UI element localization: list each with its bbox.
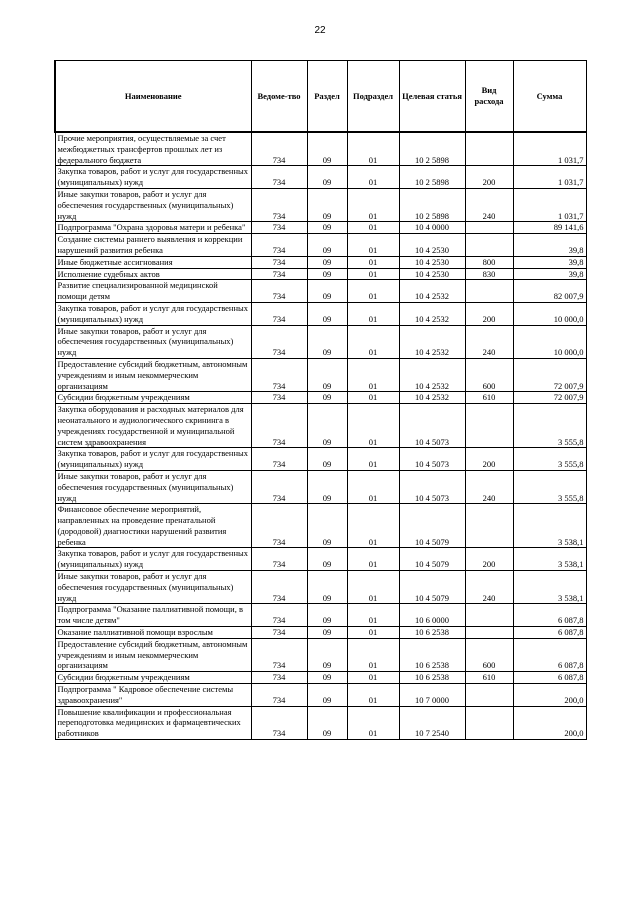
cell-section: 09 (307, 234, 347, 257)
budget-table (54, 60, 587, 740)
cell-target: 10 4 2530 (399, 234, 465, 257)
table-row (55, 358, 586, 391)
cell-dept: 734 (251, 302, 307, 325)
cell-sum: 10 000,0 (513, 325, 586, 358)
cell-section: 09 (307, 638, 347, 671)
table-row (55, 166, 586, 189)
cell-target: 10 6 2538 (399, 638, 465, 671)
cell-sum: 6 087,8 (513, 672, 586, 684)
table-row (55, 268, 586, 280)
cell-section: 09 (307, 448, 347, 471)
cell-expense (465, 504, 513, 548)
cell-dept: 734 (251, 706, 307, 739)
cell-name: Развитие специализированной медицинской помощи детям (55, 280, 251, 303)
cell-dept: 734 (251, 392, 307, 404)
table-row (55, 684, 586, 707)
cell-dept: 734 (251, 604, 307, 627)
cell-subsection: 01 (347, 268, 399, 280)
cell-expense: 800 (465, 256, 513, 268)
cell-sum: 3 555,8 (513, 470, 586, 503)
cell-dept: 734 (251, 268, 307, 280)
cell-dept: 734 (251, 672, 307, 684)
table-row (55, 706, 586, 739)
cell-expense: 200 (465, 448, 513, 471)
cell-subsection: 01 (347, 188, 399, 221)
cell-expense: 240 (465, 571, 513, 604)
cell-expense: 240 (465, 325, 513, 358)
cell-dept: 734 (251, 627, 307, 639)
cell-name: Субсидии бюджетным учреждениям (55, 672, 251, 684)
cell-dept: 734 (251, 325, 307, 358)
cell-target: 10 4 5079 (399, 548, 465, 571)
cell-target: 10 4 2530 (399, 256, 465, 268)
cell-name: Субсидии бюджетным учреждениям (55, 392, 251, 404)
table-row (55, 504, 586, 548)
cell-expense: 610 (465, 392, 513, 404)
cell-section: 09 (307, 392, 347, 404)
cell-name: Создание системы раннего выявления и коррекции нарушений развития ребенка (55, 234, 251, 257)
cell-sum: 3 538,1 (513, 548, 586, 571)
cell-sum: 6 087,8 (513, 627, 586, 639)
cell-target: 10 4 2530 (399, 268, 465, 280)
cell-subsection: 01 (347, 325, 399, 358)
cell-subsection: 01 (347, 672, 399, 684)
table-row (55, 548, 586, 571)
cell-sum: 1 031,7 (513, 188, 586, 221)
cell-section: 09 (307, 404, 347, 448)
cell-expense (465, 627, 513, 639)
cell-name: Закупка оборудования и расходных материалов для неонатального и аудиологического скрининга в учреждениях государственной и муниципальной систем здравоохранения (55, 404, 251, 448)
cell-subsection: 01 (347, 358, 399, 391)
cell-section: 09 (307, 706, 347, 739)
cell-dept: 734 (251, 234, 307, 257)
cell-sum: 1 031,7 (513, 166, 586, 189)
cell-expense (465, 404, 513, 448)
cell-expense: 600 (465, 638, 513, 671)
cell-target: 10 4 5073 (399, 448, 465, 471)
cell-dept: 734 (251, 188, 307, 221)
cell-section: 09 (307, 548, 347, 571)
cell-subsection: 01 (347, 627, 399, 639)
cell-target: 10 4 5073 (399, 470, 465, 503)
cell-name: Иные закупки товаров, работ и услуг для обеспечения государственных (муниципальных) нужд (55, 571, 251, 604)
header-section: Раздел (307, 61, 347, 133)
table-row (55, 571, 586, 604)
cell-dept: 734 (251, 548, 307, 571)
table-row (55, 672, 586, 684)
cell-section: 09 (307, 302, 347, 325)
cell-target: 10 7 2540 (399, 706, 465, 739)
cell-dept: 734 (251, 448, 307, 471)
cell-dept: 734 (251, 222, 307, 234)
cell-dept: 734 (251, 404, 307, 448)
cell-target: 10 2 5898 (399, 166, 465, 189)
cell-sum: 6 087,8 (513, 604, 586, 627)
cell-name: Оказание паллиативной помощи взрослым (55, 627, 251, 639)
cell-sum: 89 141,6 (513, 222, 586, 234)
header-expense: Вид расхода (465, 61, 513, 133)
table-row (55, 280, 586, 303)
cell-name: Подпрограмма "Охрана здоровья матери и ребенка" (55, 222, 251, 234)
cell-target: 10 4 2532 (399, 392, 465, 404)
table-row (55, 132, 586, 166)
cell-name: Предоставление субсидий бюджетным, автономным учреждениям и иным некоммерческим организациям (55, 638, 251, 671)
cell-dept: 734 (251, 280, 307, 303)
header-subsection: Подраздел (347, 61, 399, 133)
cell-sum: 200,0 (513, 684, 586, 707)
cell-sum: 3 538,1 (513, 571, 586, 604)
cell-subsection: 01 (347, 684, 399, 707)
cell-subsection: 01 (347, 132, 399, 166)
cell-expense (465, 132, 513, 166)
cell-target: 10 2 5898 (399, 188, 465, 221)
cell-name: Закупка товаров, работ и услуг для государственных (муниципальных) нужд (55, 166, 251, 189)
cell-subsection: 01 (347, 470, 399, 503)
cell-name: Закупка товаров, работ и услуг для государственных (муниципальных) нужд (55, 548, 251, 571)
cell-expense (465, 222, 513, 234)
cell-target: 10 4 2532 (399, 280, 465, 303)
cell-subsection: 01 (347, 548, 399, 571)
cell-sum: 1 031,7 (513, 132, 586, 166)
cell-name: Предоставление субсидий бюджетным, автономным учреждениям и иным некоммерческим организациям (55, 358, 251, 391)
table-row (55, 448, 586, 471)
cell-subsection: 01 (347, 234, 399, 257)
cell-target: 10 4 0000 (399, 222, 465, 234)
cell-name: Закупка товаров, работ и услуг для государственных (муниципальных) нужд (55, 448, 251, 471)
cell-sum: 39,8 (513, 256, 586, 268)
table-row (55, 392, 586, 404)
cell-sum: 39,8 (513, 234, 586, 257)
cell-name: Иные закупки товаров, работ и услуг для обеспечения государственных (муниципальных) нужд (55, 188, 251, 221)
table-row (55, 404, 586, 448)
cell-subsection: 01 (347, 280, 399, 303)
cell-expense (465, 604, 513, 627)
table-row (55, 604, 586, 627)
table-row (55, 638, 586, 671)
cell-target: 10 7 0000 (399, 684, 465, 707)
cell-sum: 82 007,9 (513, 280, 586, 303)
cell-dept: 734 (251, 166, 307, 189)
cell-section: 09 (307, 604, 347, 627)
cell-target: 10 6 2538 (399, 672, 465, 684)
cell-sum: 6 087,8 (513, 638, 586, 671)
cell-expense: 240 (465, 188, 513, 221)
cell-section: 09 (307, 684, 347, 707)
cell-section: 09 (307, 256, 347, 268)
table-row (55, 302, 586, 325)
cell-subsection: 01 (347, 166, 399, 189)
cell-subsection: 01 (347, 256, 399, 268)
table-header-row (55, 61, 586, 133)
cell-dept: 734 (251, 358, 307, 391)
cell-target: 10 4 5079 (399, 504, 465, 548)
cell-expense: 200 (465, 166, 513, 189)
cell-target: 10 4 2532 (399, 358, 465, 391)
cell-expense: 830 (465, 268, 513, 280)
cell-dept: 734 (251, 256, 307, 268)
cell-section: 09 (307, 132, 347, 166)
cell-expense (465, 706, 513, 739)
cell-subsection: 01 (347, 448, 399, 471)
cell-section: 09 (307, 268, 347, 280)
cell-name: Подпрограмма " Кадровое обеспечение системы здравоохранения" (55, 684, 251, 707)
cell-name: Иные закупки товаров, работ и услуг для обеспечения государственных (муниципальных) нужд (55, 470, 251, 503)
cell-subsection: 01 (347, 638, 399, 671)
cell-dept: 734 (251, 571, 307, 604)
cell-dept: 734 (251, 504, 307, 548)
cell-subsection: 01 (347, 706, 399, 739)
cell-target: 10 6 2538 (399, 627, 465, 639)
cell-section: 09 (307, 504, 347, 548)
table-body (55, 132, 586, 740)
cell-section: 09 (307, 325, 347, 358)
table-row (55, 627, 586, 639)
cell-sum: 72 007,9 (513, 358, 586, 391)
cell-subsection: 01 (347, 604, 399, 627)
cell-sum: 10 000,0 (513, 302, 586, 325)
cell-dept: 734 (251, 470, 307, 503)
table-row (55, 470, 586, 503)
cell-section: 09 (307, 470, 347, 503)
cell-target: 10 2 5898 (399, 132, 465, 166)
cell-expense (465, 684, 513, 707)
cell-target: 10 4 5079 (399, 571, 465, 604)
cell-name: Финансовое обеспечение мероприятий, направленных на проведение пренатальной (дородовой) диагностики нарушений развития ребенка (55, 504, 251, 548)
cell-sum: 3 555,8 (513, 404, 586, 448)
cell-name: Исполнение судебных актов (55, 268, 251, 280)
cell-sum: 200,0 (513, 706, 586, 739)
cell-name: Иные бюджетные ассигнования (55, 256, 251, 268)
cell-section: 09 (307, 571, 347, 604)
cell-section: 09 (307, 358, 347, 391)
cell-subsection: 01 (347, 504, 399, 548)
cell-sum: 3 555,8 (513, 448, 586, 471)
cell-expense (465, 280, 513, 303)
cell-sum: 3 538,1 (513, 504, 586, 548)
cell-expense: 610 (465, 672, 513, 684)
cell-section: 09 (307, 166, 347, 189)
cell-expense: 200 (465, 302, 513, 325)
table-row (55, 256, 586, 268)
cell-subsection: 01 (347, 392, 399, 404)
cell-name: Закупка товаров, работ и услуг для государственных (муниципальных) нужд (55, 302, 251, 325)
cell-expense: 240 (465, 470, 513, 503)
cell-target: 10 6 0000 (399, 604, 465, 627)
header-target: Целевая статья (399, 61, 465, 133)
cell-sum: 72 007,9 (513, 392, 586, 404)
cell-expense: 600 (465, 358, 513, 391)
header-dept: Ведоме-тво (251, 61, 307, 133)
cell-expense: 200 (465, 548, 513, 571)
cell-section: 09 (307, 672, 347, 684)
cell-section: 09 (307, 627, 347, 639)
cell-target: 10 4 2532 (399, 302, 465, 325)
cell-name: Прочие мероприятия, осуществляемые за счет межбюджетных трансфертов прошлых лет из федерального бюджета (55, 132, 251, 166)
cell-name: Повышение квалификации и профессиональная переподготовка медицинских и фармацевтических работников (55, 706, 251, 739)
cell-subsection: 01 (347, 571, 399, 604)
cell-section: 09 (307, 222, 347, 234)
cell-dept: 734 (251, 638, 307, 671)
cell-expense (465, 234, 513, 257)
cell-subsection: 01 (347, 222, 399, 234)
cell-section: 09 (307, 188, 347, 221)
cell-dept: 734 (251, 684, 307, 707)
table-row (55, 188, 586, 221)
cell-target: 10 4 5073 (399, 404, 465, 448)
cell-subsection: 01 (347, 302, 399, 325)
cell-subsection: 01 (347, 404, 399, 448)
table-row (55, 234, 586, 257)
cell-dept: 734 (251, 132, 307, 166)
header-name: Наименование (55, 61, 251, 133)
table-row (55, 222, 586, 234)
cell-sum: 39,8 (513, 268, 586, 280)
page-number: 22 (314, 25, 326, 36)
cell-section: 09 (307, 280, 347, 303)
table-row (55, 325, 586, 358)
header-sum: Сумма (513, 61, 586, 133)
cell-target: 10 4 2532 (399, 325, 465, 358)
cell-name: Подпрограмма "Оказание паллиативной помощи, в том числе детям" (55, 604, 251, 627)
cell-name: Иные закупки товаров, работ и услуг для обеспечения государственных (муниципальных) нужд (55, 325, 251, 358)
